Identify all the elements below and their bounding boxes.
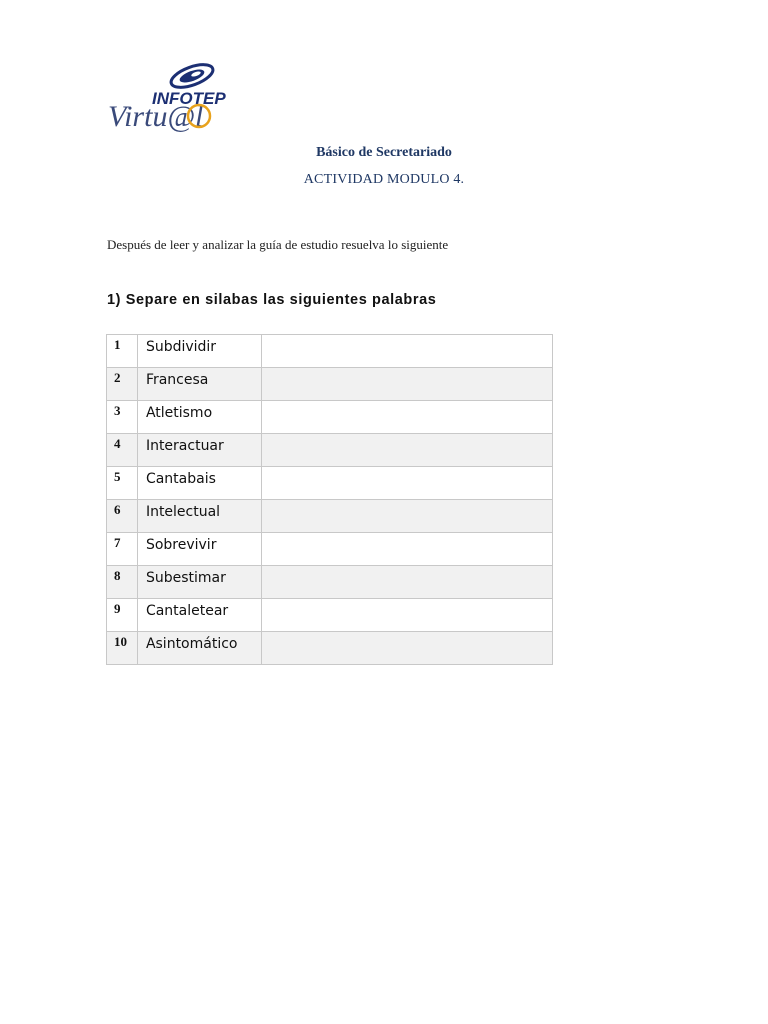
row-number: 4 bbox=[107, 434, 138, 467]
table-row bbox=[107, 566, 553, 599]
logo-script-text: Virtu@l bbox=[108, 100, 204, 132]
table-row bbox=[107, 368, 553, 401]
answer-cell[interactable] bbox=[261, 401, 552, 434]
row-number: 3 bbox=[107, 401, 138, 434]
question-heading: 1) Separe en silabas las siguientes palabras bbox=[107, 292, 437, 308]
row-number: 2 bbox=[107, 368, 138, 401]
word-cell: Subestimar bbox=[137, 566, 261, 599]
row-number: 10 bbox=[107, 632, 138, 665]
table-row bbox=[107, 500, 553, 533]
row-number: 8 bbox=[107, 566, 138, 599]
answer-cell[interactable] bbox=[261, 533, 552, 566]
word-cell: Asintomático bbox=[137, 632, 261, 665]
table-row bbox=[107, 434, 553, 467]
table-row bbox=[107, 632, 553, 665]
row-number: 5 bbox=[107, 467, 138, 500]
table-row bbox=[107, 401, 553, 434]
logo-graphic bbox=[106, 58, 230, 132]
answer-cell[interactable] bbox=[261, 632, 552, 665]
infotep-virtual-logo bbox=[106, 58, 230, 132]
table-row bbox=[107, 599, 553, 632]
word-cell: Atletismo bbox=[137, 401, 261, 434]
answer-cell[interactable] bbox=[261, 566, 552, 599]
answer-cell[interactable] bbox=[261, 434, 552, 467]
answer-cell[interactable] bbox=[261, 335, 552, 368]
row-number: 1 bbox=[107, 335, 138, 368]
answer-cell[interactable] bbox=[261, 599, 552, 632]
course-title: Básico de Secretariado bbox=[316, 145, 452, 160]
word-cell: Subdividir bbox=[137, 335, 261, 368]
answer-cell[interactable] bbox=[261, 467, 552, 500]
intro-text: Después de leer y analizar la guía de estudio resuelva lo siguiente bbox=[107, 237, 449, 252]
word-cell: Intelectual bbox=[137, 500, 261, 533]
word-cell: Cantabais bbox=[137, 467, 261, 500]
activity-title: ACTIVIDAD MODULO 4. bbox=[303, 172, 465, 187]
word-cell: Cantaletear bbox=[137, 599, 261, 632]
syllable-table bbox=[106, 334, 553, 665]
row-number: 9 bbox=[107, 599, 138, 632]
logo-brand-text: INFOTEP bbox=[152, 89, 226, 108]
table-row bbox=[107, 335, 553, 368]
row-number: 6 bbox=[107, 500, 138, 533]
answer-cell[interactable] bbox=[261, 500, 552, 533]
answer-cell[interactable] bbox=[261, 368, 552, 401]
word-cell: Interactuar bbox=[137, 434, 261, 467]
table-row bbox=[107, 533, 553, 566]
word-cell: Francesa bbox=[137, 368, 261, 401]
table-row bbox=[107, 467, 553, 500]
row-number: 7 bbox=[107, 533, 138, 566]
word-cell: Sobrevivir bbox=[137, 533, 261, 566]
